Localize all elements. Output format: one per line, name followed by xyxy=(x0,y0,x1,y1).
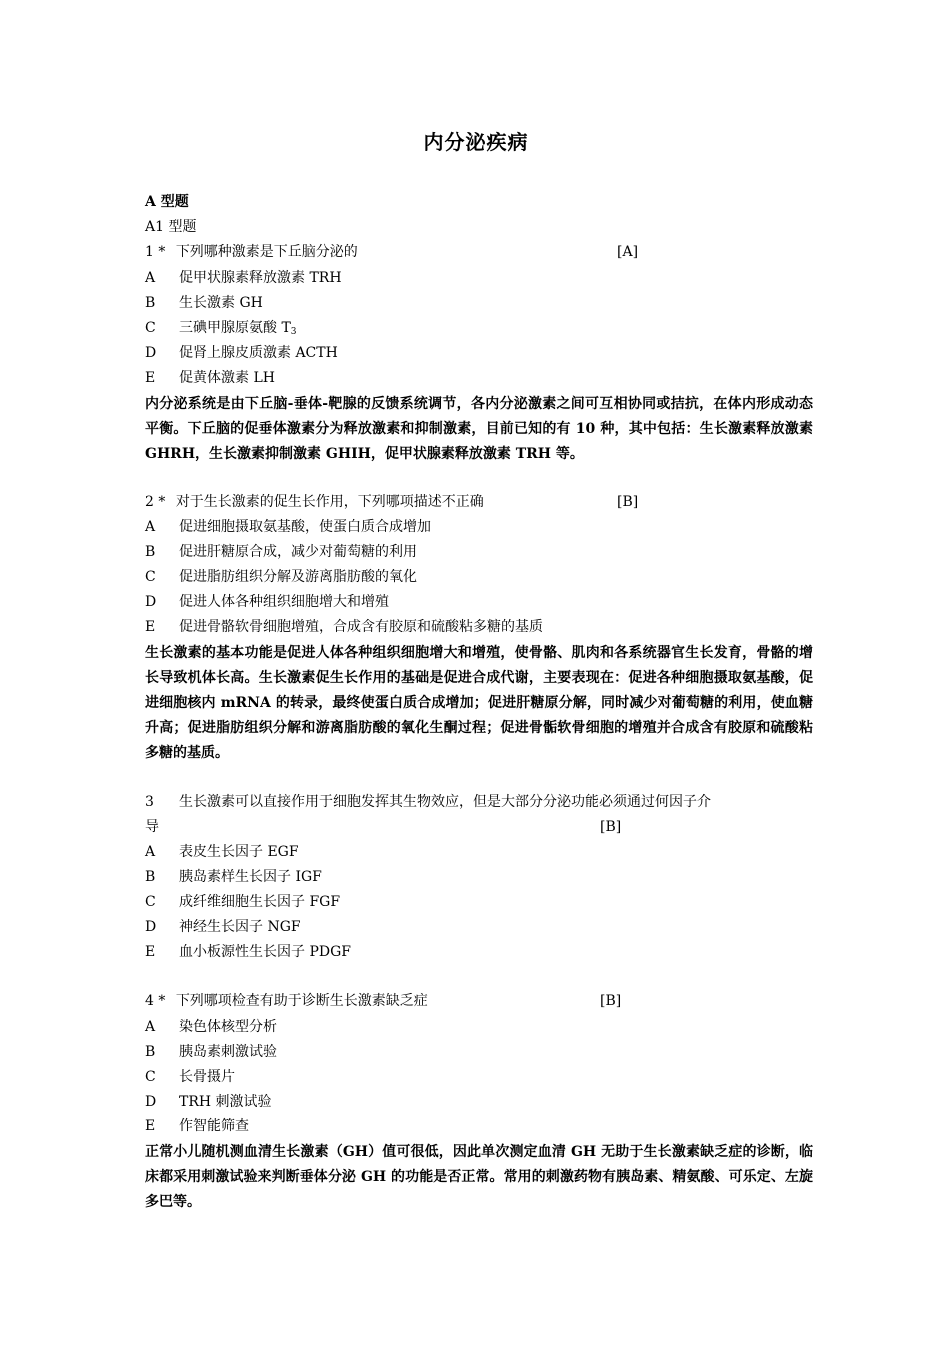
question-1-explanation: 内分泌系统是由下丘脑-垂体-靶腺的反馈系统调节，各内分泌激素之间可互相协同或拮抗，在体内形成动态平衡。下丘脑的促垂体激素分为释放激素和抑制激素，目前已知的有 10 种，其中包括：生长激素释放激素 GHRH，生长激素抑制激素 GHIH，促甲状腺素释放激素 TRH 等。 xyxy=(145,396,813,462)
question-1-option-b xyxy=(145,293,263,313)
question-3-option-b xyxy=(145,867,322,887)
option-letter: B xyxy=(145,869,156,885)
option-text: 促进肝糖原合成，减少对葡萄糖的利用 xyxy=(179,544,417,560)
option-text: 生长激素 GH xyxy=(179,295,263,311)
option-letter: B xyxy=(145,1044,156,1060)
question-3-answer: [B] xyxy=(600,819,622,835)
question-text: 下列哪种激素是下丘脑分泌的 xyxy=(175,244,358,260)
question-4-stem xyxy=(145,991,428,1011)
option-text: 神经生长因子 NGF xyxy=(179,919,301,935)
option-letter: E xyxy=(145,619,156,635)
option-letter: B xyxy=(145,544,156,560)
option-text: 促进人体各种组织细胞增大和增殖 xyxy=(179,594,389,610)
question-1-option-e xyxy=(145,368,275,388)
option-letter: E xyxy=(145,944,156,960)
question-2-explanation: 生长激素的基本功能是促进人体各种组织细胞增大和增殖，使骨骼、肌肉和各系统器官生长发育，骨骼的增长导致机体长高。生长激素促生长作用的基础是促进合成代谢，主要表现在：促进各种细胞摄取氨基酸，促进细胞核内 mRNA 的转录，最终使蛋白质合成增加；促进肝糖原分解，同时减少对葡萄糖的利用，使血糖升高；促进脂肪组织分解和游离脂肪酸的氧化生酮过程；促进骨骺软骨细胞的增殖并合成含有胶原和硫酸粘多糖的基质。 xyxy=(145,645,813,761)
option-letter: A xyxy=(145,844,156,860)
question-2-option-b xyxy=(145,542,417,562)
question-4-option-c xyxy=(145,1067,235,1087)
question-1-option-a xyxy=(145,268,342,288)
option-text: 作智能筛查 xyxy=(179,1118,249,1134)
option-letter: A xyxy=(145,1019,156,1035)
option-text: TRH 刺激试验 xyxy=(179,1094,272,1110)
option-text: 促黄体激素 LH xyxy=(179,370,275,386)
option-letter: D xyxy=(145,594,157,610)
option-letter: D xyxy=(145,919,157,935)
question-number: 4 * xyxy=(145,993,166,1009)
question-3-option-c xyxy=(145,892,340,912)
option-letter: A xyxy=(145,270,156,286)
option-letter: E xyxy=(145,1118,156,1134)
question-4-option-d xyxy=(145,1092,272,1112)
question-4-option-a xyxy=(145,1017,277,1037)
option-text: 促进细胞摄取氨基酸，使蛋白质合成增加 xyxy=(179,519,431,535)
option-text: 三碘甲腺原氨酸 T xyxy=(179,320,291,336)
option-subscript: 3 xyxy=(290,327,297,337)
question-text: 对于生长激素的促生长作用，下列哪项描述不正确 xyxy=(175,494,484,510)
option-text: 染色体核型分析 xyxy=(179,1019,277,1035)
option-letter: C xyxy=(145,569,156,585)
question-4-option-b xyxy=(145,1042,277,1062)
question-2-option-e xyxy=(145,617,543,637)
question-2-option-d xyxy=(145,592,389,612)
question-2-option-a xyxy=(145,517,431,537)
option-text: 成纤维细胞生长因子 FGF xyxy=(179,894,341,910)
option-text: 表皮生长因子 EGF xyxy=(179,844,299,860)
subsection-heading: A1 型题 xyxy=(145,219,197,235)
question-number: 1 * xyxy=(145,244,166,260)
section-heading: A 型题 xyxy=(145,194,189,210)
question-1-stem xyxy=(145,242,358,262)
question-3-stem xyxy=(145,792,711,812)
question-number: 3 xyxy=(145,794,154,810)
option-letter: E xyxy=(145,370,156,386)
option-letter: C xyxy=(145,894,156,910)
question-3-option-e xyxy=(145,942,351,962)
question-1-answer: [A] xyxy=(617,244,639,260)
option-text: 胰岛素刺激试验 xyxy=(179,1044,277,1060)
option-letter: D xyxy=(145,345,157,361)
question-3-option-a xyxy=(145,842,299,862)
option-text: 促进骨骼软骨细胞增殖，合成含有胶原和硫酸粘多糖的基质 xyxy=(179,619,543,635)
question-1-option-c xyxy=(145,318,297,342)
question-3-stem-continued: 导 xyxy=(145,819,159,835)
option-letter: B xyxy=(145,295,156,311)
option-text: 促甲状腺素释放激素 TRH xyxy=(179,270,342,286)
question-4-explanation: 正常小儿随机测血清生长激素（GH）值可很低，因此单次测定血清 GH 无助于生长激素缺乏症的诊断，临床都采用刺激试验来判断垂体分泌 GH 的功能是否正常。常用的刺激药物有胰岛素、精氨酸、可乐定、左旋多巴等。 xyxy=(145,1144,813,1210)
option-letter: C xyxy=(145,1069,156,1085)
option-letter: A xyxy=(145,519,156,535)
question-4-option-e xyxy=(145,1116,249,1136)
question-3-option-d xyxy=(145,917,301,937)
option-text: 胰岛素样生长因子 IGF xyxy=(179,869,322,885)
option-text: 血小板源性生长因子 PDGF xyxy=(179,944,351,960)
option-letter: C xyxy=(145,320,156,336)
question-1-option-d xyxy=(145,343,338,363)
question-text: 下列哪项检查有助于诊断生长激素缺乏症 xyxy=(175,993,428,1009)
page-title: 内分泌疾病 xyxy=(423,130,529,154)
option-letter: D xyxy=(145,1094,157,1110)
question-2-stem xyxy=(145,492,484,512)
question-4-answer: [B] xyxy=(600,993,622,1009)
question-2-option-c xyxy=(145,567,417,587)
option-text: 促肾上腺皮质激素 ACTH xyxy=(179,345,338,361)
option-text: 长骨摄片 xyxy=(179,1069,235,1085)
question-2-answer: [B] xyxy=(617,494,639,510)
question-number: 2 * xyxy=(145,494,166,510)
question-text: 生长激素可以直接作用于细胞发挥其生物效应，但是大部分分泌功能必须通过何因子介 xyxy=(179,794,711,810)
option-text: 促进脂肪组织分解及游离脂肪酸的氧化 xyxy=(179,569,417,585)
